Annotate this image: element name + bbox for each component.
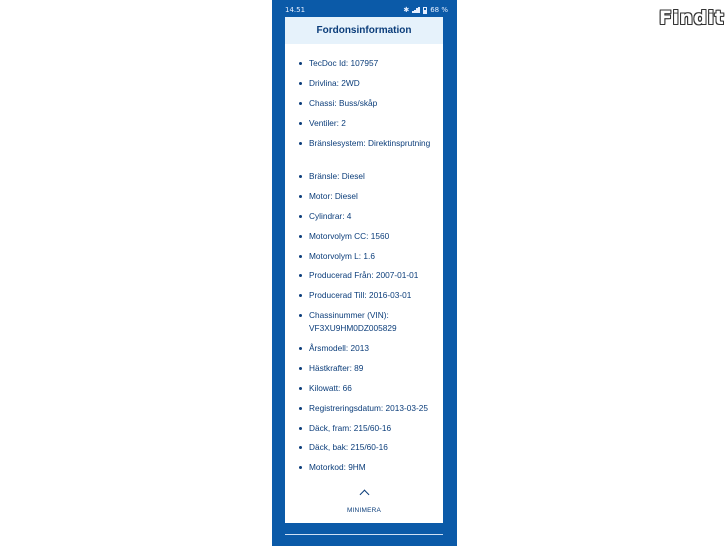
bullet-icon — [299, 195, 302, 198]
bluetooth-icon: ✱ — [403, 6, 410, 14]
bullet-icon — [299, 62, 302, 65]
battery-icon — [423, 7, 427, 14]
list-item: Producerad Från: 2007-01-01 — [299, 269, 439, 282]
bullet-icon — [299, 407, 302, 410]
bullet-icon — [299, 347, 302, 350]
findit-logo: Findit — [659, 7, 725, 29]
list-item: Ventiler: 2 — [299, 117, 439, 130]
list-item: Motorkod: 9HM — [299, 461, 439, 474]
bullet-icon — [299, 446, 302, 449]
list-item: Chassi: Buss/skåp — [299, 97, 439, 110]
list-item: Däck, bak: 215/60-16 — [299, 441, 439, 454]
bullet-icon — [299, 466, 302, 469]
status-time: 14.51 — [285, 6, 306, 14]
status-bar — [272, 0, 457, 18]
list-item: Motorvolym L: 1.6 — [299, 250, 439, 263]
minimize-label: MINIMERA — [346, 507, 382, 514]
list-item: Chassinummer (VIN): VF3XU9HM0DZ005829 — [299, 309, 409, 335]
list-item: Däck, fram: 215/60-16 — [299, 422, 439, 435]
card-title: Fordonsinformation — [316, 25, 412, 36]
list-item: Cylindrar: 4 — [299, 210, 439, 223]
list-item: Bränsle: Diesel — [299, 170, 439, 183]
bullet-icon — [299, 387, 302, 390]
bullet-icon — [299, 274, 302, 277]
status-icons — [403, 6, 448, 14]
bullet-icon — [299, 314, 302, 317]
bullet-icon — [299, 235, 302, 238]
list-item: Drivlina: 2WD — [299, 77, 439, 90]
bullet-icon — [299, 294, 302, 297]
bullet-icon — [299, 367, 302, 370]
list-item: TecDoc Id: 107957 — [299, 57, 439, 70]
bullet-icon — [299, 142, 302, 145]
minimize-button[interactable] — [285, 491, 443, 514]
chevron-up-icon — [359, 490, 369, 500]
bullet-icon — [299, 427, 302, 430]
list-item: Motor: Diesel — [299, 190, 439, 203]
bullet-icon — [299, 102, 302, 105]
battery-percent: 68 % — [430, 6, 448, 14]
list-item: Bränslesystem: Direktinsprutning — [299, 137, 439, 150]
list-item: Hästkrafter: 89 — [299, 362, 439, 375]
list-item: Årsmodell: 2013 — [299, 342, 439, 355]
bullet-icon — [299, 255, 302, 258]
bullet-icon — [299, 122, 302, 125]
list-item: Kilowatt: 66 — [299, 382, 439, 395]
bullet-icon — [299, 215, 302, 218]
phone-screen — [272, 0, 457, 546]
list-item: Motorvolym CC: 1560 — [299, 230, 439, 243]
list-item: Producerad Till: 2016-03-01 — [299, 289, 439, 302]
card-header — [285, 17, 443, 44]
vehicle-info-card — [285, 17, 443, 523]
bullet-icon — [299, 175, 302, 178]
signal-icon — [412, 7, 420, 13]
list-item: Registreringsdatum: 2013-03-25 — [299, 402, 439, 415]
bullet-icon — [299, 82, 302, 85]
divider — [285, 534, 443, 535]
